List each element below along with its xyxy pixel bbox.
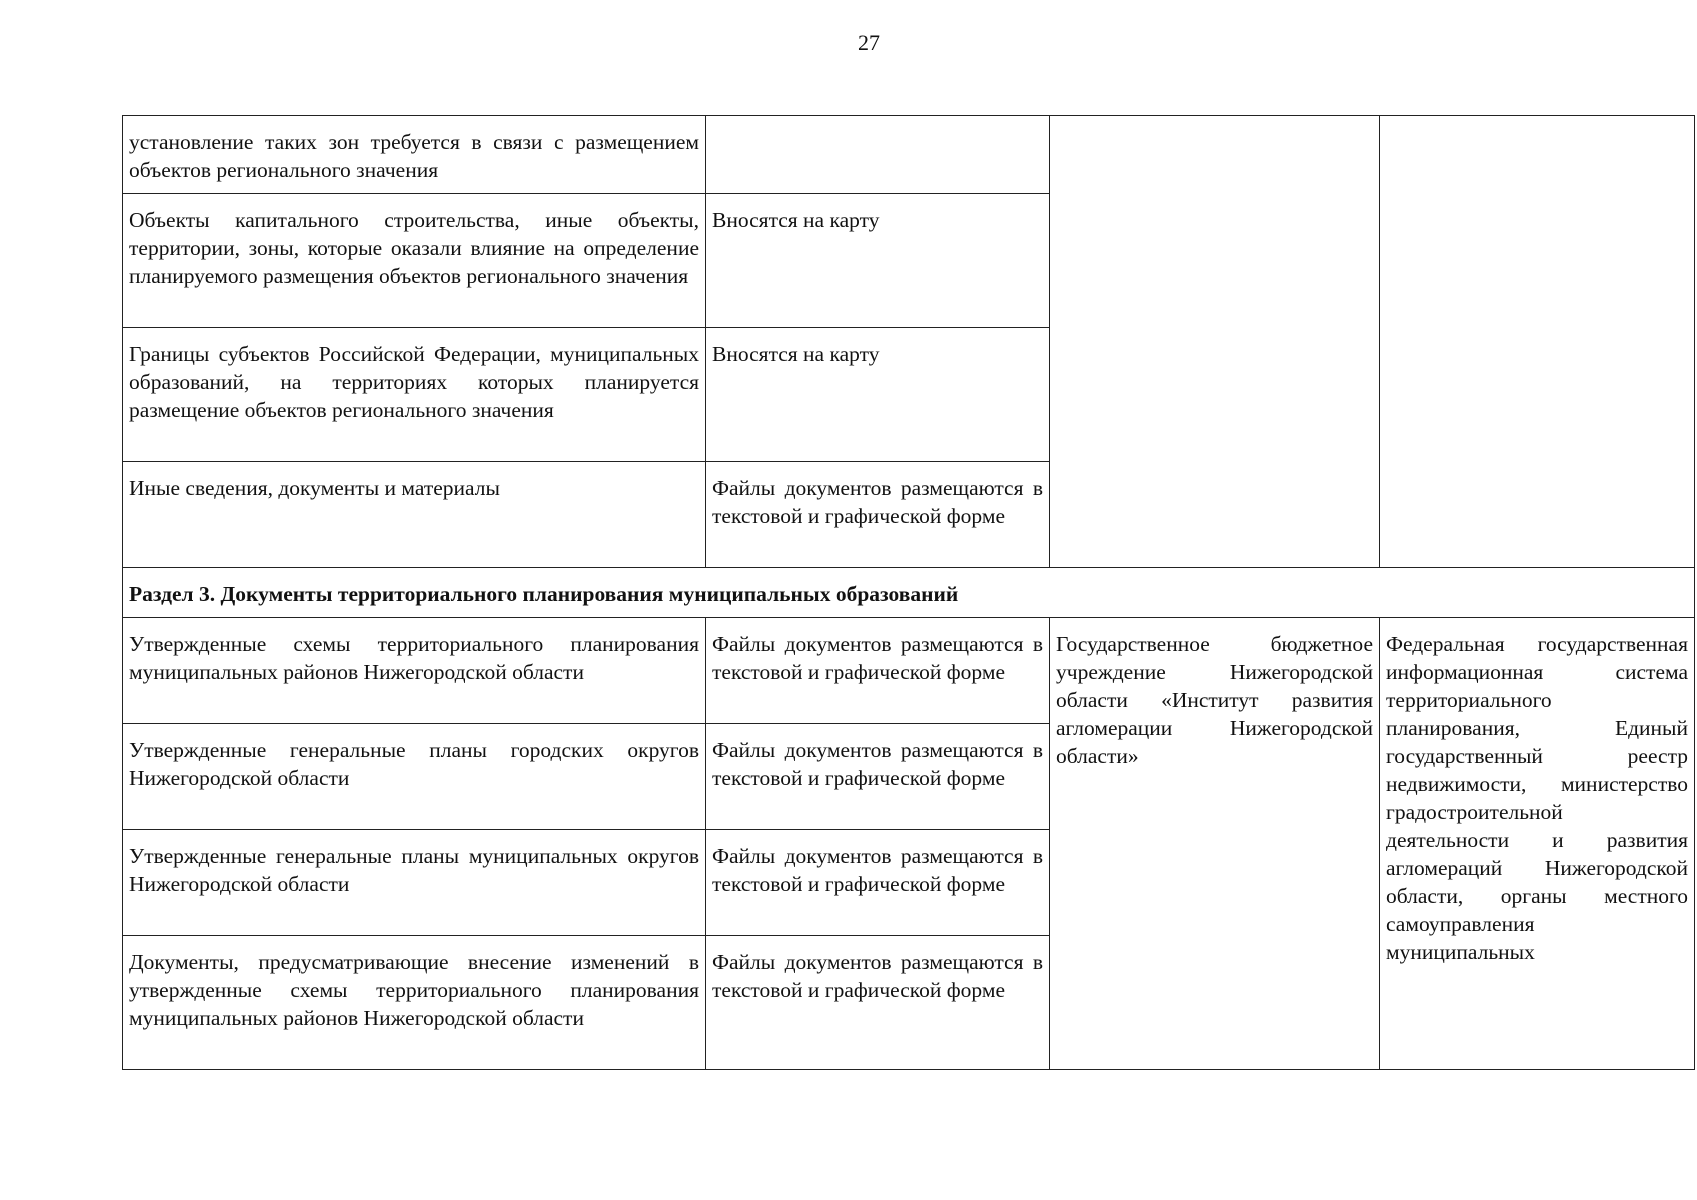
row-description: Границы субъектов Российской Федерации, муниципальных образований, на территориях которых планируется размещение объектов регионального значения [123,328,706,462]
row-placement-method: Файлы документов размещаются в текстовой и графической форме [706,830,1050,936]
row-description: Объекты капитального строительства, иные объекты, территории, зоны, которые оказали влияние на определение планируемого размещения объектов регионального значения [123,194,706,328]
responsible-organization: Государственное бюджетное учреждение Нижегородской области «Институт развития агломерации Нижегородской области» [1050,618,1380,1070]
table-row [123,618,1695,724]
row-description: установление таких зон требуется в связи с размещением объектов регионального значения [123,116,706,194]
responsible-organization-cell [1050,116,1380,568]
section-title: Раздел 3. Документы территориального планирования муниципальных образований [123,568,1695,618]
table-row [123,116,1695,194]
data-source-cell [1380,116,1695,568]
page-number: 27 [858,30,880,55]
row-placement-method: Файлы документов размещаются в текстовой и графической форме [706,618,1050,724]
row-placement-method [706,116,1050,194]
row-description: Утвержденные генеральные планы муниципальных округов Нижегородской области [123,830,706,936]
row-placement-method: Файлы документов размещаются в текстовой и графической форме [706,462,1050,568]
row-description: Документы, предусматривающие внесение изменений в утвержденные схемы территориального планирования муниципальных районов Нижегородской области [123,936,706,1070]
row-placement-method: Вносятся на карту [706,328,1050,462]
row-placement-method: Файлы документов размещаются в текстовой и графической форме [706,724,1050,830]
row-placement-method: Файлы документов размещаются в текстовой и графической форме [706,936,1050,1070]
registry-table [122,115,1695,1070]
row-description: Утвержденные генеральные планы городских округов Нижегородской области [123,724,706,830]
row-description: Иные сведения, документы и материалы [123,462,706,568]
section-heading-row [123,568,1695,618]
row-placement-method: Вносятся на карту [706,194,1050,328]
row-description: Утвержденные схемы территориального планирования муниципальных районов Нижегородской области [123,618,706,724]
data-sources: Федеральная государственная информационная система территориального планирования, Единый государственный реестр недвижимости, министерство градостроительной деятельности и развития агломераций Нижегородской области, органы местного самоуправления муниципальных [1380,618,1695,1070]
